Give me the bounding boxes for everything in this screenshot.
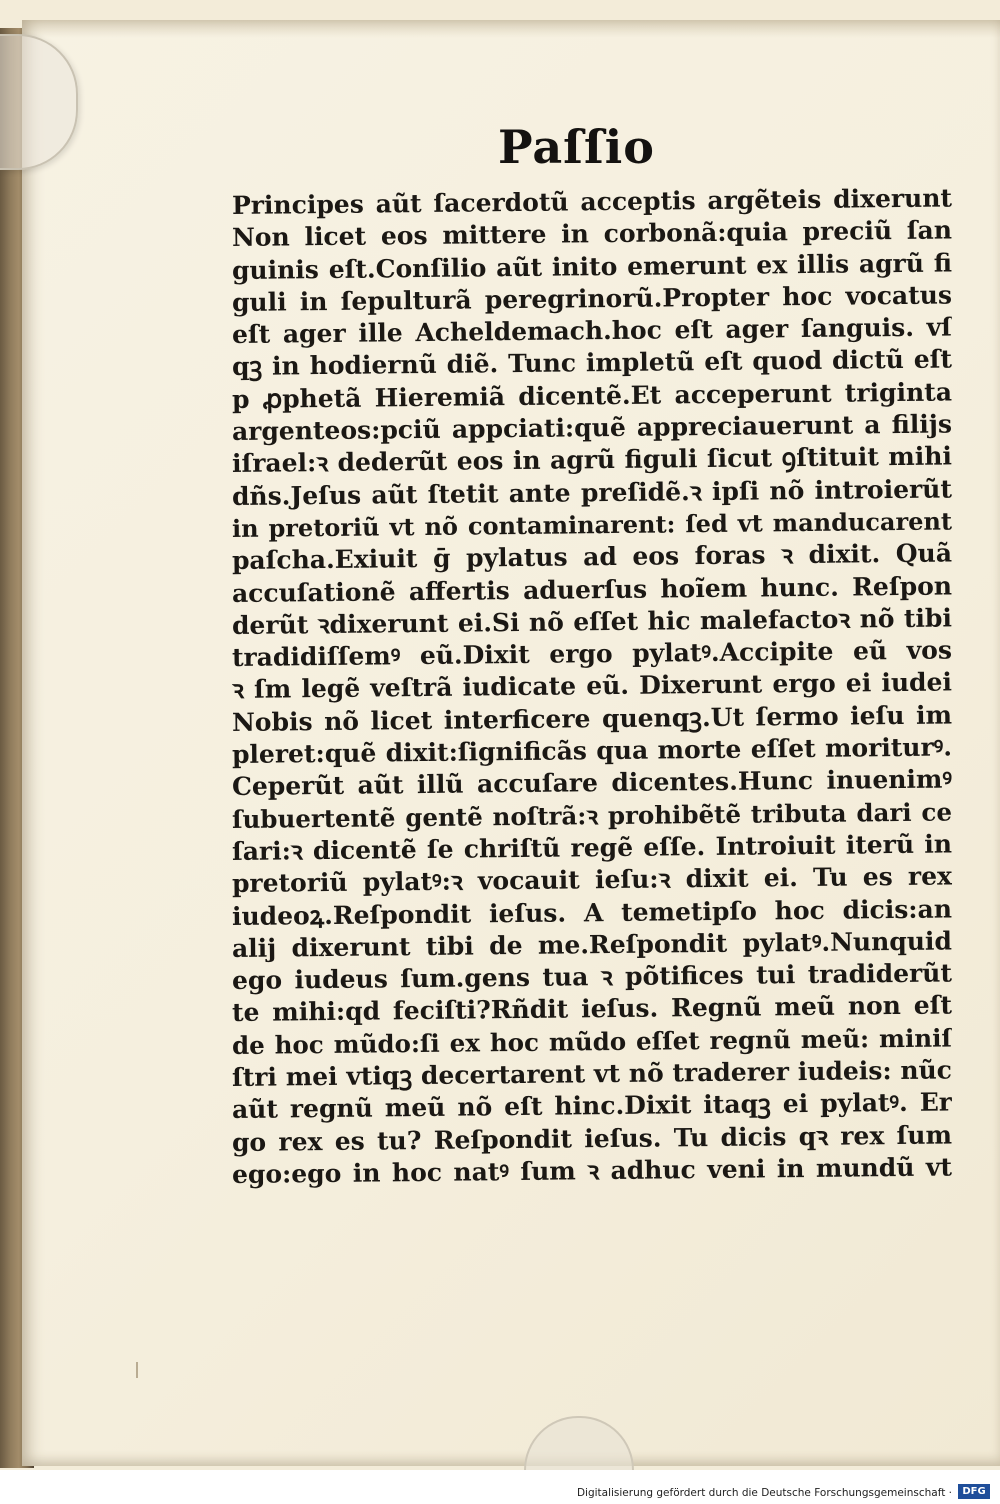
text-line: derũt ꝛdixerunt ei.Si nõ eſſet hic malefactoꝛ nõ tibi bbox=[231, 603, 953, 640]
text-line: iudeoꝝ.Reſpondit ieſus. A temetipſo hoc dicis:an bbox=[231, 893, 953, 931]
text-line: Ceperũt aũt illũ accuſare dicentes.Hunc inuenimꝰ bbox=[231, 764, 953, 802]
digitization-credit: Digitalisierung gefördert durch die Deutsche Forschungsgemeinschaft · bbox=[576, 1487, 952, 1499]
text-line: dñs.Jeſus aũt ſtetit ante preſidẽ.ꝛ ipſi nõ introierũt bbox=[231, 474, 953, 511]
page-shadow bbox=[22, 20, 1000, 38]
text-line: pretoriũ pylatꝰ:ꝛ vocauit ieſu:ꝛ dixit ei. Tu es rex bbox=[231, 861, 953, 899]
text-line: ego iudeus ſum.gens tua ꝛ põtifices tui tradiderũt bbox=[231, 958, 953, 996]
text-line: te mihi:qd feciſti?Rñdit ieſus. Regnũ meũ non eſt bbox=[231, 990, 953, 1028]
text-line: accuſationẽ affertis aduerſus hoĩem hunc. Reſpon bbox=[231, 571, 953, 608]
text-line: Nobis nõ licet interficere quenqꝫ.Ut ſermo ieſu im bbox=[231, 700, 953, 737]
text-line: ſtri mei vtiqꝫ decertarent vt nõ traderer iudeis: nũc bbox=[231, 1055, 953, 1093]
text-line: p ꝓphetã Hieremiã dicentẽ.Et acceperunt triginta bbox=[231, 377, 953, 414]
text-line: guinis eſt.Conſilio aũt inito emerunt ex illis agrũ fi bbox=[231, 248, 953, 285]
text-line: pleret:quẽ dixit:ſignificãs qua morte eſſet moriturꝰ. bbox=[231, 732, 953, 770]
text-line: alij dixerunt tibi de me.Reſpondit pylatꝰ.Nunquid bbox=[231, 926, 953, 963]
text-line: qꝫ in hodiernũ diẽ. Tunc impletũ eſt quod dictũ eſt bbox=[231, 344, 953, 382]
text-line: guli in ſepulturã peregrinorũ.Propter hoc vocatus bbox=[231, 280, 953, 317]
text-line: paſcha.Exiuit ḡ pylatus ad eos foras ꝛ dixit. Quã bbox=[231, 538, 953, 576]
text-line: go rex es tu? Reſpondit ieſus. Tu dicis qꝛ rex ſum bbox=[231, 1120, 953, 1157]
text-body bbox=[231, 183, 953, 1191]
margin-mark bbox=[136, 1362, 138, 1378]
text-line: Principes aũt ſacerdotũ acceptis argẽteis dixerunt bbox=[231, 183, 953, 220]
text-line: tradidiſſemꝰ eũ.Dixit ergo pylatꝰ.Accipite eũ vos bbox=[231, 635, 953, 673]
text-line: iſrael:ꝛ dederũt eos in agrũ figuli ſicut ꝯſtituit mihi bbox=[231, 441, 953, 479]
text-line: ſubuertentẽ gentẽ noſtrã:ꝛ prohibẽtẽ tributa dari ce bbox=[231, 797, 953, 834]
text-line: ſari:ꝛ dicentẽ ſe chriſtũ regẽ eſſe. Introiuit iterũ in bbox=[231, 829, 953, 866]
text-line: ꝛ ſm legẽ veſtrã iudicate eũ. Dixerunt ergo ei iudei bbox=[231, 667, 953, 705]
text-line: argenteos:pciũ appciati:quẽ appreciauerunt a filijs bbox=[231, 409, 953, 447]
text-line: de hoc mũdo:ſi ex hoc mũdo eſſet regnũ meũ: miniſ bbox=[231, 1023, 953, 1060]
text-line: in pretoriũ vt nõ contaminarent: ſed vt manducarent bbox=[231, 506, 953, 543]
dfg-logo: DFG bbox=[958, 1484, 990, 1499]
text-line: Non licet eos mittere in corbonã:quia preciũ ſan bbox=[231, 215, 953, 253]
text-line: eſt ager ille Acheldemach.hoc eſt ager ſanguis. vſ bbox=[231, 312, 953, 350]
text-line: ego:ego in hoc natꝰ ſum ꝛ adhuc veni in mundũ vt bbox=[231, 1152, 953, 1189]
text-line: aũt regnũ meũ nõ eſt hinc.Dixit itaqꝫ ei pylatꝰ. Er bbox=[231, 1087, 953, 1125]
page-heading: Paſſio bbox=[498, 120, 655, 174]
